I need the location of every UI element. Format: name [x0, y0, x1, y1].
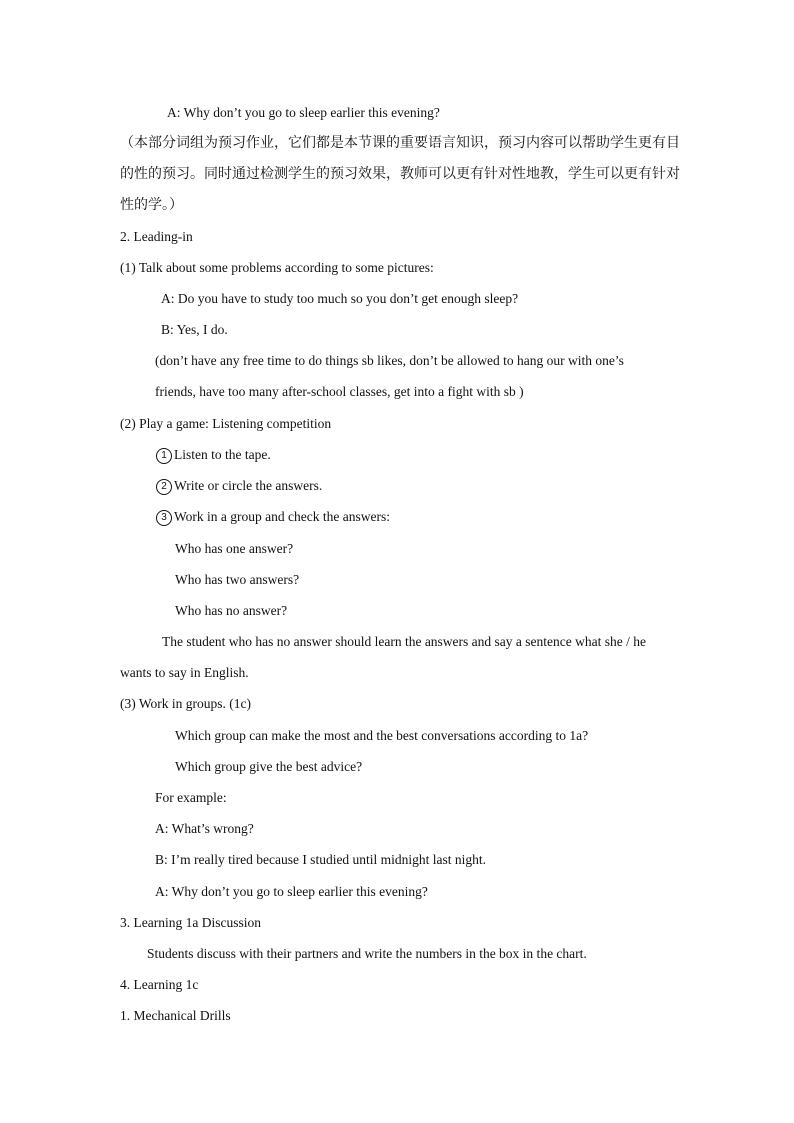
- example-line-a-wrong: A: What’s wrong?: [155, 821, 254, 836]
- step-write-circle: [156, 477, 322, 495]
- step-group-check: [156, 508, 390, 526]
- circled-number-3-marker: 3: [156, 510, 172, 526]
- section-heading-learning-1a: 3. Learning 1a Discussion: [120, 915, 261, 930]
- circled-number-1-marker: 1: [156, 448, 172, 464]
- step-group-text: Work in a group and check the answers:: [174, 509, 390, 524]
- question-two-answers: Who has two answers?: [175, 572, 300, 587]
- chinese-note-line-1: （本部分词组为预习作业，它们都是本节课的重要语言知识，预习内容可以帮助学生更有目: [120, 135, 680, 151]
- question-best-advice: Which group give the best advice?: [175, 759, 363, 774]
- dialogue-line-a-sleep-top: A: Why don’t you go to sleep earlier this evening?: [167, 105, 440, 120]
- dialogue-line-a-study: A: Do you have to study too much so you don’t get enough sleep?: [161, 291, 519, 306]
- step-listen-tape: [156, 446, 271, 464]
- chinese-note-line-2: 的性的预习。同时通过检测学生的预习效果，教师可以更有针对性地教，学生可以更有针对: [120, 166, 680, 182]
- example-line-a-sleep: A: Why don’t you go to sleep earlier this evening?: [155, 884, 428, 899]
- step-write-text: Write or circle the answers.: [174, 478, 323, 493]
- section-heading-learning-1c: 4. Learning 1c: [120, 977, 199, 992]
- circled-number-2-marker: 2: [156, 479, 172, 495]
- dialogue-line-b-yes: B: Yes, I do.: [161, 322, 228, 337]
- step-listen-text: Listen to the tape.: [174, 447, 271, 462]
- example-line-b-tired: B: I’m really tired because I studied until midnight last night.: [155, 852, 487, 867]
- question-one-answer: Who has one answer?: [175, 541, 294, 556]
- section-heading-mechanical-drills: 1. Mechanical Drills: [120, 1008, 231, 1023]
- rule-line-2: wants to say in English.: [120, 665, 249, 680]
- section-heading-leading-in: 2. Leading-in: [120, 229, 193, 244]
- question-no-answer: Who has no answer?: [175, 603, 288, 618]
- subsection-listening-game: (2) Play a game: Listening competition: [120, 416, 332, 431]
- subsection-work-in-groups: (3) Work in groups. (1c): [120, 696, 252, 711]
- example-label: For example:: [155, 790, 227, 805]
- problems-list-line-1: (don’t have any free time to do things sb likes, don’t be allowed to hang our with one’s: [155, 353, 624, 368]
- question-most-conversations: Which group can make the most and the best conversations according to 1a?: [175, 728, 589, 743]
- subsection-talk-about-problems: (1) Talk about some problems according to some pictures:: [120, 260, 434, 275]
- problems-list-line-2: friends, have too many after-school classes, get into a fight with sb ): [155, 384, 524, 399]
- chinese-note-line-3: 性的学。）: [120, 197, 183, 213]
- discussion-instruction: Students discuss with their partners and write the numbers in the box in the chart.: [147, 946, 587, 961]
- rule-line-1: The student who has no answer should learn the answers and say a sentence what she / he: [162, 634, 646, 649]
